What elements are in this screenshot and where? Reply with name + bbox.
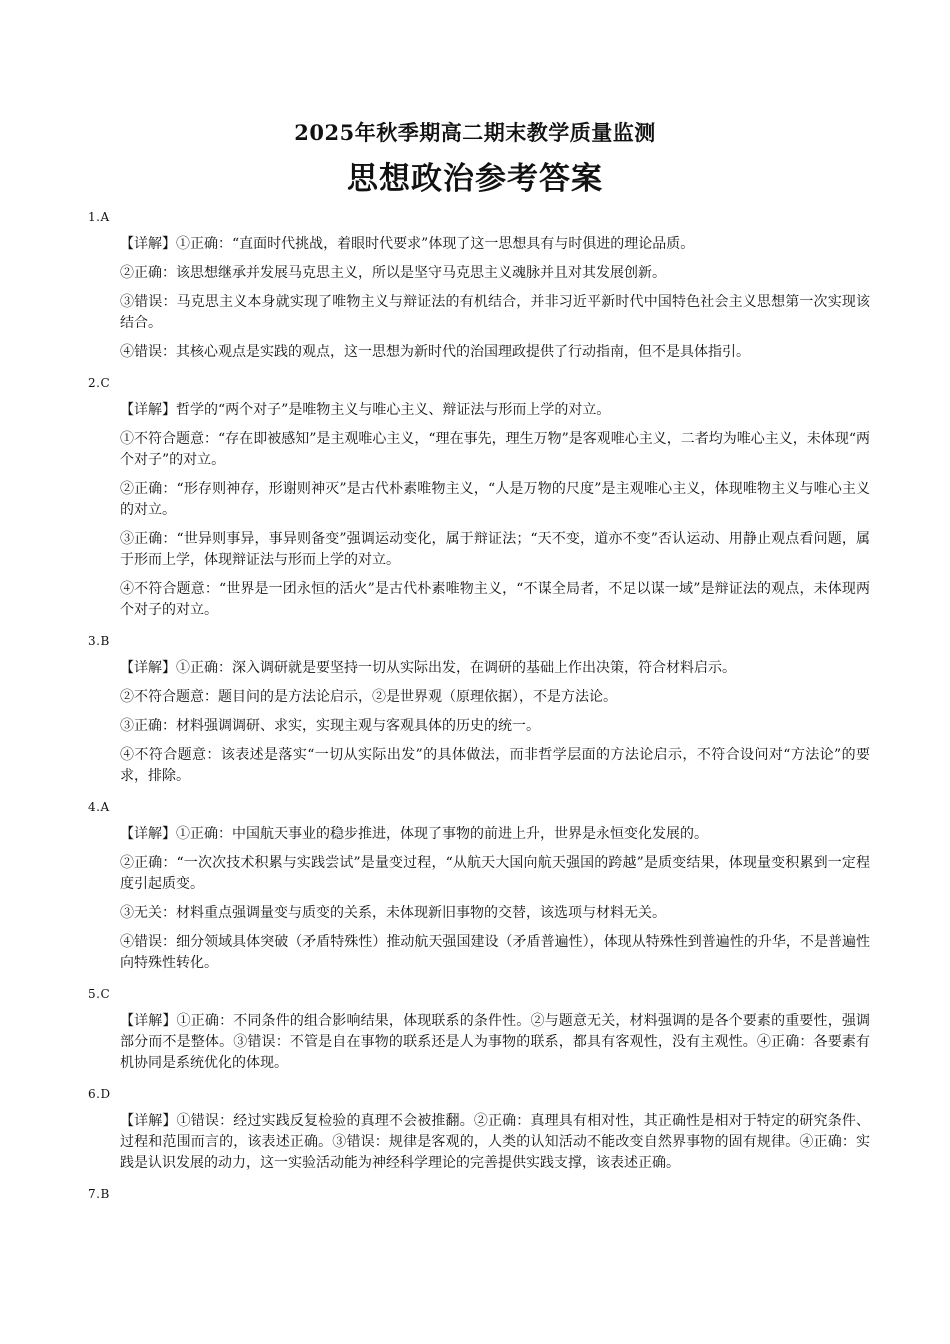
answer-item xyxy=(88,1086,870,1174)
question-number: 7.B xyxy=(88,1187,110,1201)
question-number: 6.D xyxy=(88,1087,111,1101)
answers-section xyxy=(88,209,870,1214)
exam-title: 2025年秋季期高二期末教学质量监测 xyxy=(294,120,656,145)
answer-item xyxy=(88,375,870,621)
explanation-paragraph: 【详解】①正确：“直面时代挑战，着眼时代要求”体现了这一思想具有与时俱进的理论品质。 xyxy=(120,236,695,252)
explanation-paragraph: 【详解】①正确：中国航天事业的稳步推进，体现了事物的前进上升，世界是永恒变化发展的。 xyxy=(120,826,708,842)
explanation-paragraph: 【详解】①正确：不同条件的组合影响结果，体现联系的条件性。②与题意无关，材料强调的是各个要素的重要性，强调部分而不是整体。③错误：不管是自在事物的联系还是人为事物的联系，都具有客观性，没有主观性。④正确：各要素有机协同是系统优化的体现。 xyxy=(120,1013,870,1071)
explanation-paragraph: ③无关：材料重点强调量变与质变的关系，未体现新旧事物的交替，该选项与材料无关。 xyxy=(120,905,666,921)
question-number: 2.C xyxy=(88,376,111,390)
answer-item xyxy=(88,799,870,974)
answer-item xyxy=(88,986,870,1074)
answer-item xyxy=(88,633,870,787)
explanation-paragraph: 【详解】哲学的“两个对子”是唯物主义与唯心主义、辩证法与形而上学的对立。 xyxy=(120,402,611,418)
explanation-paragraph: ④错误：细分领域具体突破（矛盾特殊性）推动航天强国建设（矛盾普遍性），体现从特殊性到普遍性的升华，不是普遍性向特殊性转化。 xyxy=(120,934,870,971)
answer-key-title: 思想政治参考答案 xyxy=(347,161,603,197)
explanation-paragraph: ④错误：其核心观点是实践的观点，这一思想为新时代的治国理政提供了行动指南，但不是具体指引。 xyxy=(120,344,750,360)
explanation-paragraph: ④不符合题意：“世界是一团永恒的活火”是古代朴素唯物主义，“不谋全局者，不足以谋一域”是辩证法的观点，未体现两个对子的对立。 xyxy=(120,581,870,618)
answer-item xyxy=(88,1186,870,1202)
explanation-paragraph: ②正确：该思想继承并发展马克思主义，所以是坚守马克思主义魂脉并且对其发展创新。 xyxy=(120,265,666,281)
answer-item xyxy=(88,209,870,363)
explanation-paragraph: ①不符合题意：“存在即被感知”是主观唯心主义，“理在事先，理生万物”是客观唯心主义，二者均为唯心主义，未体现“两个对子”的对立。 xyxy=(120,431,870,468)
explanation-paragraph: ②不符合题意：题目问的是方法论启示，②是世界观（原理依据），不是方法论。 xyxy=(120,689,617,705)
explanation-paragraph: ②正确：“一次次技术积累与实践尝试”是量变过程，“从航天大国向航天强国的跨越”是质变结果，体现量变积累到一定程度引起质变。 xyxy=(120,855,870,892)
explanation-paragraph: ④不符合题意：该表述是落实“一切从实际出发”的具体做法，而非哲学层面的方法论启示，不符合设问对“方法论”的要求，排除。 xyxy=(120,747,870,784)
question-number: 3.B xyxy=(88,634,110,648)
explanation-paragraph: ③错误：马克思主义本身就实现了唯物主义与辩证法的有机结合，并非习近平新时代中国特色社会主义思想第一次实现该结合。 xyxy=(120,294,870,331)
question-number: 4.A xyxy=(88,800,110,814)
question-number: 1.A xyxy=(88,210,110,224)
explanation-paragraph: 【详解】①错误：经过实践反复检验的真理不会被推翻。②正确：真理具有相对性，其正确性是相对于特定的研究条件、过程和范围而言的，该表述正确。③错误：规律是客观的，人类的认知活动不能改变自然界事物的固有规律。④正确：实践是认识发展的动力，这一实验活动能为神经科学理论的完善提供实践支撑，该表述正确。 xyxy=(120,1113,870,1171)
explanation-paragraph: ③正确：“世异则事异，事异则备变”强调运动变化，属于辩证法；“天不变，道亦不变”否认运动、用静止观点看问题，属于形而上学，体现辩证法与形而上学的对立。 xyxy=(120,531,870,568)
question-number: 5.C xyxy=(88,987,111,1001)
explanation-paragraph: ③正确：材料强调调研、求实，实现主观与客观具体的历史的统一。 xyxy=(120,718,540,734)
explanation-paragraph: ②正确：“形存则神存，形谢则神灭”是古代朴素唯物主义，“人是万物的尺度”是主观唯心主义，体现唯物主义与唯心主义的对立。 xyxy=(120,481,870,518)
explanation-paragraph: 【详解】①正确：深入调研就是要坚持一切从实际出发，在调研的基础上作出决策，符合材料启示。 xyxy=(120,660,736,676)
